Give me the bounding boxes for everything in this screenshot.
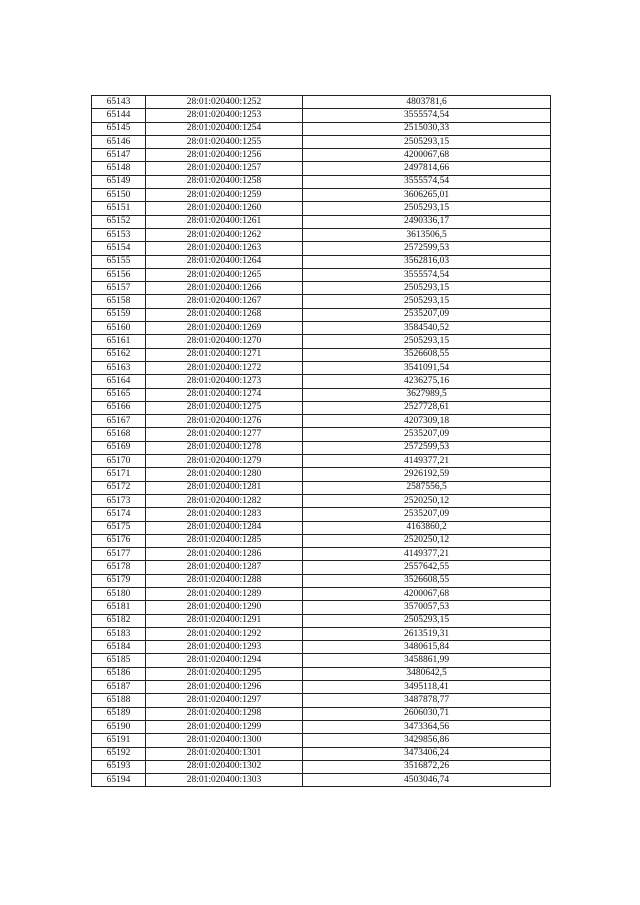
row-number-cell: 65189 <box>92 707 146 720</box>
cadastral-value-cell: 2926192,59 <box>303 468 551 481</box>
cadastral-number-cell: 28:01:020400:1259 <box>146 189 303 202</box>
cadastral-value-cell: 3526608,55 <box>303 574 551 587</box>
table-row <box>92 428 551 441</box>
cadastral-number-cell: 28:01:020400:1302 <box>146 760 303 773</box>
row-number-cell: 65176 <box>92 534 146 547</box>
row-number-cell: 65171 <box>92 468 146 481</box>
cadastral-value-cell: 3570057,53 <box>303 601 551 614</box>
cadastral-value-cell: 3526608,55 <box>303 348 551 361</box>
row-number-cell: 65174 <box>92 508 146 521</box>
cadastral-number-cell: 28:01:020400:1282 <box>146 494 303 507</box>
row-number-cell: 65192 <box>92 747 146 760</box>
cadastral-value-cell: 2505293,15 <box>303 282 551 295</box>
table-row <box>92 162 551 175</box>
cadastral-value-cell: 3541091,54 <box>303 361 551 374</box>
cadastral-number-cell: 28:01:020400:1273 <box>146 375 303 388</box>
cadastral-number-cell: 28:01:020400:1284 <box>146 521 303 534</box>
cadastral-value-cell: 2520250,12 <box>303 534 551 547</box>
cadastral-value-cell: 2515030,33 <box>303 122 551 135</box>
table-row <box>92 468 551 481</box>
cadastral-number-cell: 28:01:020400:1290 <box>146 601 303 614</box>
cadastral-number-cell: 28:01:020400:1283 <box>146 508 303 521</box>
row-number-cell: 65182 <box>92 614 146 627</box>
cadastral-number-cell: 28:01:020400:1292 <box>146 627 303 640</box>
row-number-cell: 65149 <box>92 175 146 188</box>
table-row <box>92 681 551 694</box>
cadastral-number-cell: 28:01:020400:1301 <box>146 747 303 760</box>
table-row <box>92 268 551 281</box>
table-row <box>92 109 551 122</box>
row-number-cell: 65172 <box>92 481 146 494</box>
cadastral-number-cell: 28:01:020400:1303 <box>146 774 303 787</box>
table-row <box>92 641 551 654</box>
table-row <box>92 295 551 308</box>
cadastral-number-cell: 28:01:020400:1268 <box>146 308 303 321</box>
row-number-cell: 65148 <box>92 162 146 175</box>
cadastral-value-cell: 4200067,68 <box>303 587 551 600</box>
cadastral-value-cell: 3627989,5 <box>303 388 551 401</box>
cadastral-value-cell: 4200067,68 <box>303 149 551 162</box>
row-number-cell: 65165 <box>92 388 146 401</box>
cadastral-number-cell: 28:01:020400:1269 <box>146 322 303 335</box>
cadastral-value-cell: 3555574,54 <box>303 109 551 122</box>
cadastral-value-cell: 3473406,24 <box>303 747 551 760</box>
cadastral-number-cell: 28:01:020400:1281 <box>146 481 303 494</box>
table-row <box>92 707 551 720</box>
row-number-cell: 65154 <box>92 242 146 255</box>
table-row <box>92 441 551 454</box>
row-number-cell: 65151 <box>92 202 146 215</box>
row-number-cell: 65167 <box>92 415 146 428</box>
cadastral-number-cell: 28:01:020400:1270 <box>146 335 303 348</box>
row-number-cell: 65187 <box>92 681 146 694</box>
row-number-cell: 65184 <box>92 641 146 654</box>
cadastral-number-cell: 28:01:020400:1295 <box>146 667 303 680</box>
cadastral-number-cell: 28:01:020400:1300 <box>146 734 303 747</box>
table-row <box>92 561 551 574</box>
row-number-cell: 65160 <box>92 322 146 335</box>
cadastral-value-cell: 2572599,53 <box>303 441 551 454</box>
cadastral-value-cell: 2505293,15 <box>303 614 551 627</box>
table-row <box>92 401 551 414</box>
row-number-cell: 65157 <box>92 282 146 295</box>
row-number-cell: 65168 <box>92 428 146 441</box>
cadastral-number-cell: 28:01:020400:1253 <box>146 109 303 122</box>
cadastral-value-cell: 4236275,16 <box>303 375 551 388</box>
table-row <box>92 574 551 587</box>
row-number-cell: 65143 <box>92 96 146 109</box>
cadastral-number-cell: 28:01:020400:1299 <box>146 720 303 733</box>
table-row <box>92 601 551 614</box>
cadastral-number-cell: 28:01:020400:1274 <box>146 388 303 401</box>
row-number-cell: 65190 <box>92 720 146 733</box>
table-row <box>92 228 551 241</box>
row-number-cell: 65164 <box>92 375 146 388</box>
table-row <box>92 348 551 361</box>
row-number-cell: 65162 <box>92 348 146 361</box>
row-number-cell: 65163 <box>92 361 146 374</box>
cadastral-value-cell: 3613506,5 <box>303 228 551 241</box>
table-row <box>92 388 551 401</box>
cadastral-value-cell: 4803781,6 <box>303 96 551 109</box>
table-row <box>92 361 551 374</box>
row-number-cell: 65166 <box>92 401 146 414</box>
cadastral-number-cell: 28:01:020400:1258 <box>146 175 303 188</box>
table-row <box>92 308 551 321</box>
table-row <box>92 282 551 295</box>
table-row <box>92 96 551 109</box>
cadastral-number-cell: 28:01:020400:1280 <box>146 468 303 481</box>
row-number-cell: 65179 <box>92 574 146 587</box>
row-number-cell: 65191 <box>92 734 146 747</box>
table-row <box>92 415 551 428</box>
cadastral-value-cell: 2505293,15 <box>303 202 551 215</box>
table-row <box>92 215 551 228</box>
table-row <box>92 587 551 600</box>
row-number-cell: 65180 <box>92 587 146 600</box>
cadastral-value-cell: 3495118,41 <box>303 681 551 694</box>
row-number-cell: 65175 <box>92 521 146 534</box>
row-number-cell: 65177 <box>92 548 146 561</box>
cadastral-number-cell: 28:01:020400:1265 <box>146 268 303 281</box>
row-number-cell: 65161 <box>92 335 146 348</box>
table-row <box>92 202 551 215</box>
table-row <box>92 335 551 348</box>
cadastral-number-cell: 28:01:020400:1285 <box>146 534 303 547</box>
table-row <box>92 149 551 162</box>
table-row <box>92 760 551 773</box>
cadastral-number-cell: 28:01:020400:1297 <box>146 694 303 707</box>
row-number-cell: 65156 <box>92 268 146 281</box>
cadastral-number-cell: 28:01:020400:1287 <box>146 561 303 574</box>
cadastral-number-cell: 28:01:020400:1275 <box>146 401 303 414</box>
cadastral-value-cell: 2572599,53 <box>303 242 551 255</box>
cadastral-value-cell: 3480642,5 <box>303 667 551 680</box>
cadastral-number-cell: 28:01:020400:1298 <box>146 707 303 720</box>
row-number-cell: 65146 <box>92 135 146 148</box>
cadastral-number-cell: 28:01:020400:1260 <box>146 202 303 215</box>
cadastral-number-cell: 28:01:020400:1254 <box>146 122 303 135</box>
cadastral-number-cell: 28:01:020400:1262 <box>146 228 303 241</box>
table-row <box>92 734 551 747</box>
cadastral-value-cell: 2613519,31 <box>303 627 551 640</box>
cadastral-value-cell: 2557642,55 <box>303 561 551 574</box>
cadastral-number-cell: 28:01:020400:1264 <box>146 255 303 268</box>
cadastral-number-cell: 28:01:020400:1255 <box>146 135 303 148</box>
table-row <box>92 242 551 255</box>
row-number-cell: 65170 <box>92 455 146 468</box>
cadastral-number-cell: 28:01:020400:1293 <box>146 641 303 654</box>
cadastral-number-cell: 28:01:020400:1278 <box>146 441 303 454</box>
cadastral-number-cell: 28:01:020400:1257 <box>146 162 303 175</box>
cadastral-value-cell: 3584540,52 <box>303 322 551 335</box>
cadastral-value-cell: 3555574,54 <box>303 175 551 188</box>
cadastral-value-cell: 3487878,77 <box>303 694 551 707</box>
cadastral-number-cell: 28:01:020400:1271 <box>146 348 303 361</box>
table-row <box>92 774 551 787</box>
cadastral-number-cell: 28:01:020400:1289 <box>146 587 303 600</box>
table-row <box>92 694 551 707</box>
table-row <box>92 255 551 268</box>
cadastral-value-cell: 2535207,09 <box>303 308 551 321</box>
row-number-cell: 65186 <box>92 667 146 680</box>
table-row <box>92 175 551 188</box>
cadastral-value-cell: 2505293,15 <box>303 335 551 348</box>
row-number-cell: 65147 <box>92 149 146 162</box>
cadastral-value-cell: 3458861,99 <box>303 654 551 667</box>
row-number-cell: 65185 <box>92 654 146 667</box>
cadastral-value-cell: 2606030,71 <box>303 707 551 720</box>
table-row <box>92 667 551 680</box>
cadastral-number-cell: 28:01:020400:1266 <box>146 282 303 295</box>
cadastral-value-cell: 4207309,18 <box>303 415 551 428</box>
row-number-cell: 65181 <box>92 601 146 614</box>
row-number-cell: 65173 <box>92 494 146 507</box>
row-number-cell: 65193 <box>92 760 146 773</box>
cadastral-value-cell: 2490336,17 <box>303 215 551 228</box>
cadastral-number-cell: 28:01:020400:1263 <box>146 242 303 255</box>
table-row <box>92 521 551 534</box>
cadastral-number-cell: 28:01:020400:1296 <box>146 681 303 694</box>
cadastral-value-cell: 2497814,66 <box>303 162 551 175</box>
cadastral-value-cell: 3429856,86 <box>303 734 551 747</box>
cadastral-value-cell: 3555574,54 <box>303 268 551 281</box>
row-number-cell: 65183 <box>92 627 146 640</box>
cadastral-value-cell: 2520250,12 <box>303 494 551 507</box>
row-number-cell: 65188 <box>92 694 146 707</box>
cadastral-number-cell: 28:01:020400:1267 <box>146 295 303 308</box>
cadastral-value-cell: 4163860,2 <box>303 521 551 534</box>
row-number-cell: 65159 <box>92 308 146 321</box>
cadastral-value-cell: 3516872,26 <box>303 760 551 773</box>
cadastral-value-cell: 2505293,15 <box>303 135 551 148</box>
cadastral-number-cell: 28:01:020400:1272 <box>146 361 303 374</box>
table-row <box>92 494 551 507</box>
cadastral-number-cell: 28:01:020400:1276 <box>146 415 303 428</box>
cadastral-number-cell: 28:01:020400:1252 <box>146 96 303 109</box>
table-row <box>92 481 551 494</box>
table-body <box>92 96 551 787</box>
table-row <box>92 375 551 388</box>
row-number-cell: 65145 <box>92 122 146 135</box>
cadastral-number-cell: 28:01:020400:1294 <box>146 654 303 667</box>
cadastral-value-table <box>91 95 551 787</box>
table-row <box>92 455 551 468</box>
cadastral-number-cell: 28:01:020400:1286 <box>146 548 303 561</box>
table-row <box>92 548 551 561</box>
row-number-cell: 65153 <box>92 228 146 241</box>
row-number-cell: 65194 <box>92 774 146 787</box>
cadastral-value-cell: 4149377,21 <box>303 548 551 561</box>
row-number-cell: 65158 <box>92 295 146 308</box>
row-number-cell: 65152 <box>92 215 146 228</box>
row-number-cell: 65169 <box>92 441 146 454</box>
row-number-cell: 65150 <box>92 189 146 202</box>
table-row <box>92 747 551 760</box>
cadastral-number-cell: 28:01:020400:1288 <box>146 574 303 587</box>
cadastral-number-cell: 28:01:020400:1256 <box>146 149 303 162</box>
table-row <box>92 122 551 135</box>
cadastral-value-cell: 4149377,21 <box>303 455 551 468</box>
table-row <box>92 654 551 667</box>
row-number-cell: 65155 <box>92 255 146 268</box>
table-row <box>92 534 551 547</box>
cadastral-number-cell: 28:01:020400:1279 <box>146 455 303 468</box>
cadastral-value-cell: 3480615,84 <box>303 641 551 654</box>
cadastral-value-cell: 4503046,74 <box>303 774 551 787</box>
cadastral-value-cell: 3473364,56 <box>303 720 551 733</box>
cadastral-value-cell: 3562816,03 <box>303 255 551 268</box>
cadastral-value-cell: 2587556,5 <box>303 481 551 494</box>
row-number-cell: 65144 <box>92 109 146 122</box>
table-row <box>92 720 551 733</box>
table-row <box>92 627 551 640</box>
cadastral-value-cell: 3606265,01 <box>303 189 551 202</box>
cadastral-value-cell: 2505293,15 <box>303 295 551 308</box>
row-number-cell: 65178 <box>92 561 146 574</box>
cadastral-number-cell: 28:01:020400:1277 <box>146 428 303 441</box>
cadastral-value-cell: 2535207,09 <box>303 428 551 441</box>
table-row <box>92 508 551 521</box>
cadastral-value-cell: 2535207,09 <box>303 508 551 521</box>
cadastral-number-cell: 28:01:020400:1291 <box>146 614 303 627</box>
table-row <box>92 322 551 335</box>
table-row <box>92 614 551 627</box>
cadastral-value-cell: 2527728,61 <box>303 401 551 414</box>
cadastral-number-cell: 28:01:020400:1261 <box>146 215 303 228</box>
table-row <box>92 189 551 202</box>
table-row <box>92 135 551 148</box>
